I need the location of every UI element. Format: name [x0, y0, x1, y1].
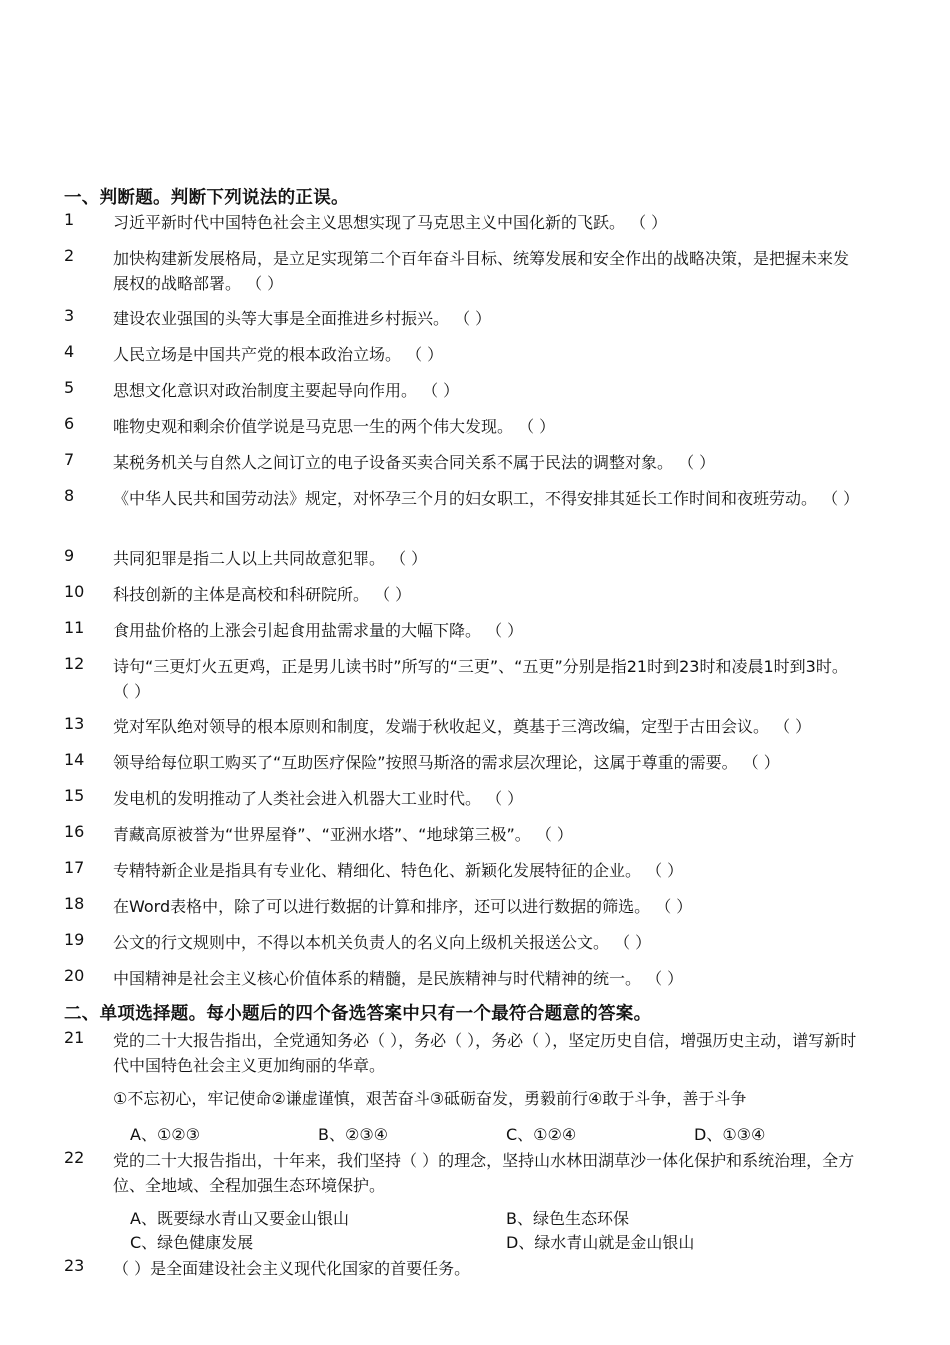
question-22 [64, 1148, 864, 1198]
question-text: 唯物史观和剩余价值学说是马克思一生的两个伟大发现。 （ ） [113, 417, 556, 436]
q21-option-b: B、②③④ [318, 1125, 389, 1144]
question-text: 专精特新企业是指具有专业化、精细化、特色化、新颖化发展特征的企业。 （ ） [113, 861, 684, 880]
question-text: 公文的行文规则中，不得以本机关负责人的名义向上级机关报送公文。 （ ） [113, 933, 652, 952]
question-number: 13 [64, 714, 85, 733]
q21-items: ①不忘初心，牢记使命②谦虚谨慎，艰苦奋斗③砥砺奋发，勇毅前行④敢于斗争，善于斗争 [113, 1089, 747, 1108]
question-text: 发电机的发明推动了人类社会进入机器大工业时代。 （ ） [113, 789, 524, 808]
question-text: 思想文化意识对政治制度主要起导向作用。 （ ） [113, 381, 460, 400]
question-number: 1 [64, 210, 75, 229]
question-text: 诗句“三更灯火五更鸡，正是男儿读书时”所写的“三更”、“五更”分别是指21时到23时和凌晨1时到3时。 （ ） [113, 657, 848, 701]
question-text: 中国精神是社会主义核心价值体系的精髓，是民族精神与时代精神的统一。 （ ） [113, 969, 684, 988]
question-number: 10 [64, 582, 85, 601]
question-number: 8 [64, 486, 75, 505]
question-text: 食用盐价格的上涨会引起食用盐需求量的大幅下降。 （ ） [113, 621, 524, 640]
question-23 [64, 1256, 864, 1281]
question-text: 在Word表格中，除了可以进行数据的计算和排序，还可以进行数据的筛选。 （ ） [113, 897, 693, 916]
question-18 [64, 894, 864, 919]
question-number: 19 [64, 930, 85, 949]
question-text: 科技创新的主体是高校和科研院所。 （ ） [113, 585, 412, 604]
question-5 [64, 378, 864, 403]
question-4 [64, 342, 864, 367]
question-number: 15 [64, 786, 85, 805]
question-number: 6 [64, 414, 75, 433]
question-number: 12 [64, 654, 85, 673]
question-number: 11 [64, 618, 85, 637]
question-17 [64, 858, 864, 883]
question-number: 3 [64, 306, 75, 325]
question-text: 习近平新时代中国特色社会主义思想实现了马克思主义中国化新的飞跃。 （ ） [113, 213, 668, 232]
question-number: 4 [64, 342, 75, 361]
question-3 [64, 306, 864, 331]
question-2 [64, 246, 864, 296]
question-14 [64, 750, 864, 775]
question-number: 21 [64, 1028, 85, 1047]
section1-heading: 一、判断题。判断下列说法的正误。 [64, 188, 349, 208]
question-9 [64, 546, 864, 571]
question-text: 青藏高原被誉为“世界屋脊”、“亚洲水塔”、“地球第三极”。 （ ） [113, 825, 573, 844]
section2-heading: 二、单项选择题。每小题后的四个备选答案中只有一个最符合题意的答案。 [64, 1004, 652, 1024]
question-16 [64, 822, 864, 847]
question-19 [64, 930, 864, 955]
q21-option-c: C、①②④ [506, 1125, 577, 1144]
q22-option-a: A、既要绿水青山又要金山银山 [130, 1209, 349, 1228]
question-21 [64, 1028, 864, 1078]
question-text: 建设农业强国的头等大事是全面推进乡村振兴。 （ ） [113, 309, 492, 328]
question-number: 14 [64, 750, 85, 769]
question-number: 9 [64, 546, 75, 565]
question-number: 23 [64, 1256, 85, 1275]
question-number: 16 [64, 822, 85, 841]
q22-option-d: D、绿水青山就是金山银山 [506, 1233, 695, 1252]
question-text: 领导给每位职工购买了“互助医疗保险”按照马斯洛的需求层次理论，这属于尊重的需要。 （ ） [113, 753, 780, 772]
question-number: 5 [64, 378, 75, 397]
q21-option-d: D、①③④ [694, 1125, 766, 1144]
question-text: 《中华人民共和国劳动法》规定，对怀孕三个月的妇女职工，不得安排其延长工作时间和夜班劳动。 （ ） [113, 489, 860, 508]
question-13 [64, 714, 864, 739]
question-number: 7 [64, 450, 75, 469]
question-10 [64, 582, 864, 607]
question-number: 20 [64, 966, 85, 985]
question-text: 共同犯罪是指二人以上共同故意犯罪。 （ ） [113, 549, 428, 568]
question-20 [64, 966, 864, 991]
question-8 [64, 486, 864, 511]
q22-option-c: C、绿色健康发展 [130, 1233, 254, 1252]
question-12 [64, 654, 864, 704]
question-number: 22 [64, 1148, 85, 1167]
question-text: 某税务机关与自然人之间订立的电子设备买卖合同关系不属于民法的调整对象。 （ ） [113, 453, 716, 472]
question-number: 18 [64, 894, 85, 913]
question-text: 加快构建新发展格局，是立足实现第二个百年奋斗目标、统筹发展和安全作出的战略决策，是把握未来发展权的战略部署。 （ ） [113, 249, 850, 293]
question-number: 2 [64, 246, 75, 265]
question-text: 党的二十大报告指出，全党通知务必（ ），务必（ ），务必（ ），坚定历史自信，增强历史主动，谱写新时代中国特色社会主义更加绚丽的华章。 [113, 1031, 857, 1075]
question-7 [64, 450, 864, 475]
question-11 [64, 618, 864, 643]
question-number: 17 [64, 858, 85, 877]
question-6 [64, 414, 864, 439]
question-text: 人民立场是中国共产党的根本政治立场。 （ ） [113, 345, 444, 364]
question-text: （ ）是全面建设社会主义现代化国家的首要任务。 [113, 1259, 471, 1278]
q21-option-a: A、①②③ [130, 1125, 200, 1144]
question-text: 党对军队绝对领导的根本原则和制度，发端于秋收起义，奠基于三湾改编，定型于古田会议。 （ ） [113, 717, 812, 736]
question-text: 党的二十大报告指出，十年来，我们坚持（ ）的理念，坚持山水林田湖草沙一体化保护和系统治理，全方位、全地域、全程加强生态环境保护。 [113, 1151, 855, 1195]
question-1 [64, 210, 864, 235]
q22-option-b: B、绿色生态环保 [506, 1209, 629, 1228]
question-15 [64, 786, 864, 811]
